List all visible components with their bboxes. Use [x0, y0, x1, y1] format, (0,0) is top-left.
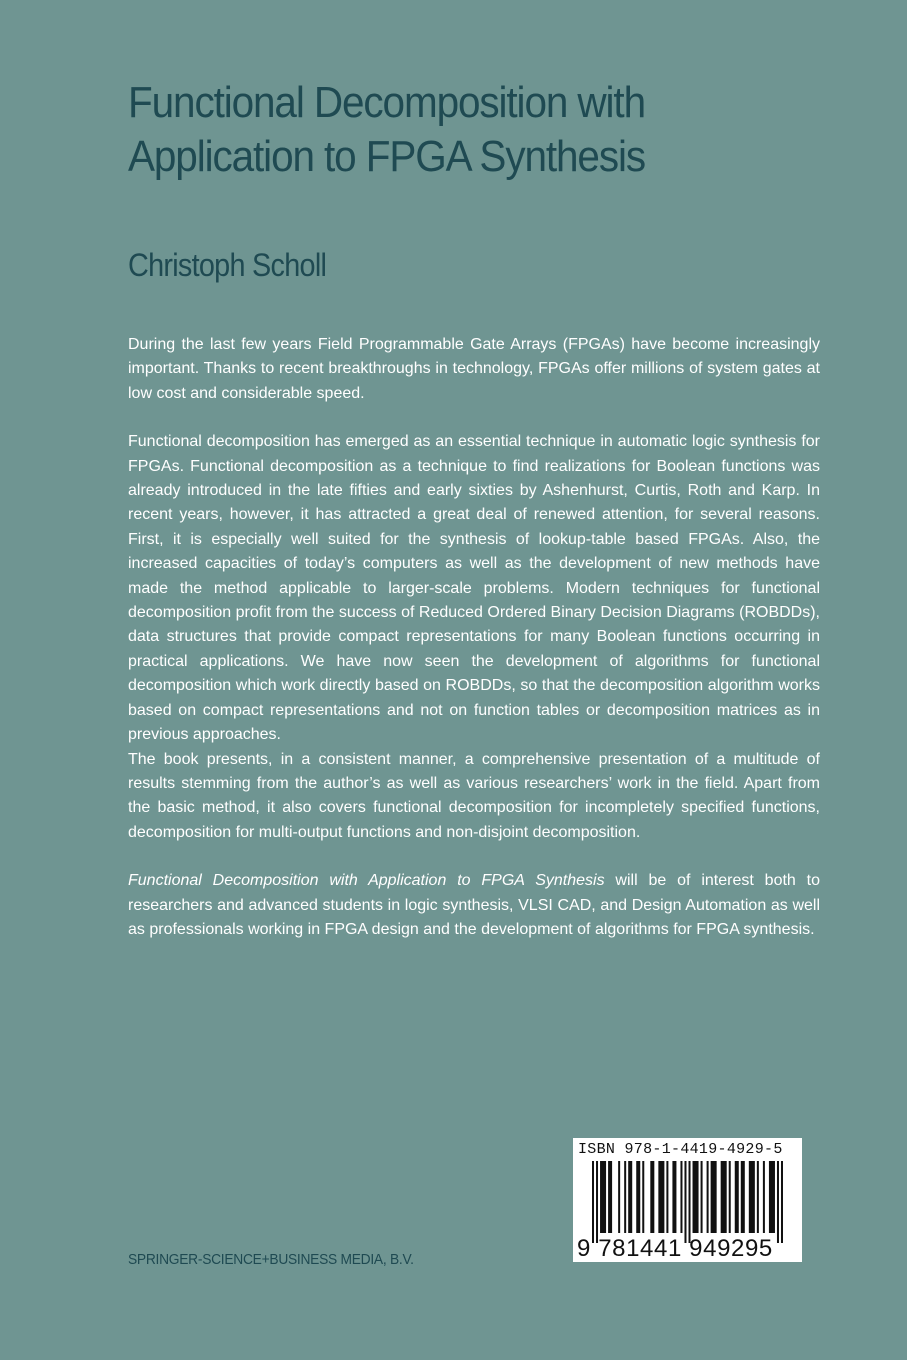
blurb-book-title-italic: Functional Decomposition with Application to FPGA Synthesis: [128, 872, 605, 890]
barcode-bar: [721, 1161, 727, 1233]
barcode-digits: 9 781441 949295: [577, 1235, 773, 1262]
barcode-bar: [684, 1161, 686, 1243]
publisher-name: SPRINGER-SCIENCE+BUSINESS MEDIA, B.V.: [128, 1251, 414, 1268]
blurb-paragraph-2: Functional decomposition has emerged as an essential technique in automatic logic synthesis for FPGAs. Functional decomposition as a technique to find realizations for Boolean functions was already introduced in the late fifties and early sixties by Ashenhurst, Curtis, Roth and Karp. In recent years, however, it has attracted a great deal of renewed attention, for several reasons. First, it is especially well suited for the synthesis of lookup-table based FPGAs. Also, the increased capacities of today’s computers as well as the development of new methods have made the method applicable to larger-scale problems. Modern techniques for functional decomposition profit from the success of Reduced Ordered Binary Decision Diagrams (ROBDDs), data structures that provide compact representations for many Boolean functions occurring in practical applications. We have now seen the development of algorithms for functional decomposition which work directly based on ROBDDs, so that the decomposition algorithm works based on compact representations and not on function tables or decomposition matrices as in previous approaches.: [128, 433, 820, 744]
barcode-bar: [769, 1161, 775, 1233]
blurb-paragraph-4: [128, 869, 820, 942]
blurb-paragraph-4-text: will be of interest both to researchers and advanced students in logic synthesis, VLSI CAD, and Design Automation as well as professionals working in FPGA design and the development of algorithms for FPGA synthesis.: [128, 872, 820, 938]
barcode-bar: [650, 1161, 654, 1233]
barcode-bar: [711, 1161, 717, 1233]
barcode-bar: [658, 1161, 664, 1233]
barcode-bar: [592, 1161, 594, 1243]
barcode-bar: [596, 1161, 598, 1243]
barcode-bar: [707, 1161, 709, 1233]
barcode-bar: [628, 1161, 632, 1233]
book-title: Functional Decomposition with Application to FPGA Synthesis: [128, 78, 645, 181]
blurb-paragraph-3: The book presents, in a consistent manner, a comprehensive presentation of a multitude of results stemming from the author’s as well as various researchers’ work in the field. Apart from the basic method, it also covers functional decomposition for incompletely specified functions, decomposition for multi-output functions and non-disjoint decomposition.: [128, 750, 820, 841]
blurb-paragraph-1: During the last few years Field Programmable Gate Arrays (FPGAs) have become increasingly important. Thanks to recent breakthroughs in technology, FPGAs offer millions of system gates at low cost and considerable speed.: [128, 336, 820, 402]
barcode-bar: [763, 1161, 765, 1233]
barcode-bar: [735, 1161, 739, 1233]
isbn-barcode: [573, 1138, 802, 1262]
barcode-bar: [608, 1161, 612, 1233]
barcode-bar: [642, 1161, 644, 1233]
barcode-bar: [781, 1161, 783, 1243]
barcode-bar: [636, 1161, 640, 1233]
book-author: Christoph Scholl: [128, 247, 327, 283]
barcode-bar: [680, 1161, 682, 1233]
barcode-bar: [757, 1161, 759, 1233]
barcode-bar: [624, 1161, 626, 1233]
barcode-bar: [672, 1161, 676, 1233]
back-cover-blurb: [128, 333, 820, 942]
barcode-bar: [741, 1161, 745, 1233]
barcode-bar: [618, 1161, 620, 1233]
barcode-bar: [693, 1161, 699, 1233]
barcode-bar: [749, 1161, 755, 1233]
barcode-bar: [701, 1161, 703, 1233]
barcode-bars: [592, 1161, 783, 1243]
isbn-label: ISBN 978-1-4419-4929-5: [578, 1141, 783, 1158]
barcode-bar: [600, 1161, 606, 1233]
barcode-bar: [777, 1161, 779, 1243]
barcode-bar: [666, 1161, 668, 1233]
barcode-bar: [729, 1161, 731, 1233]
barcode-bar: [689, 1161, 691, 1243]
